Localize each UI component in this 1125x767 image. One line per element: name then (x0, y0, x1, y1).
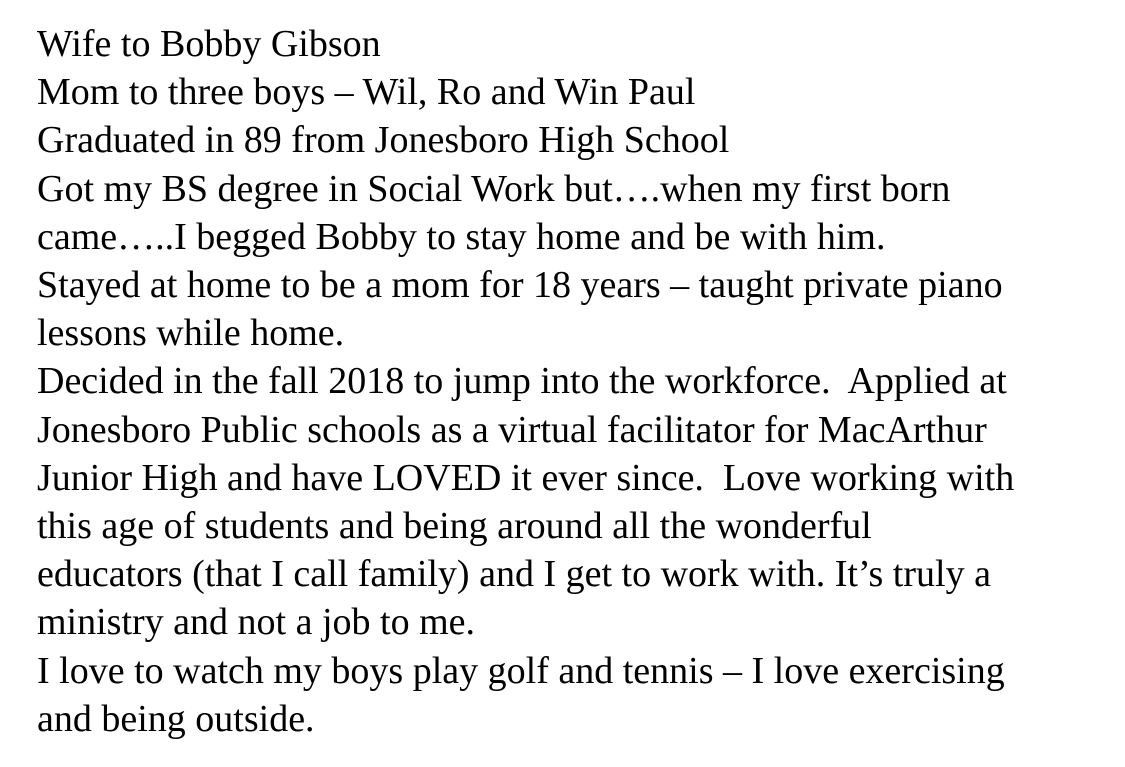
text-line: Mom to three boys – Wil, Ro and Win Paul (37, 71, 696, 114)
text-line: this age of students and being around all the wonderful (37, 505, 872, 548)
bio-document (37, 20, 1117, 743)
text-line: came…..I begged Bobby to stay home and be with him. (37, 215, 886, 258)
text-line: lessons while home. (37, 312, 345, 355)
text-line: Graduated in 89 from Jonesboro High School (37, 119, 730, 162)
text-line: Got my BS degree in Social Work but….when my first born (37, 167, 951, 210)
text-line: Junior High and have LOVED it ever since. Love working with (37, 456, 1015, 499)
text-line: Jonesboro Public schools as a virtual facilitator for MacArthur (37, 408, 987, 451)
text-line: educators (that I call family) and I get to work with. It’s truly a (37, 553, 991, 596)
text-line: Decided in the fall 2018 to jump into the workforce. Applied at (37, 360, 1007, 403)
text-line: Stayed at home to be a mom for 18 years – taught private piano (37, 264, 1003, 307)
text-line: and being outside. (37, 697, 315, 740)
text-line: ministry and not a job to me. (37, 601, 476, 644)
text-line: Wife to Bobby Gibson (37, 23, 381, 65)
text-line: I love to watch my boys play golf and tennis – I love exercising (37, 649, 1005, 692)
